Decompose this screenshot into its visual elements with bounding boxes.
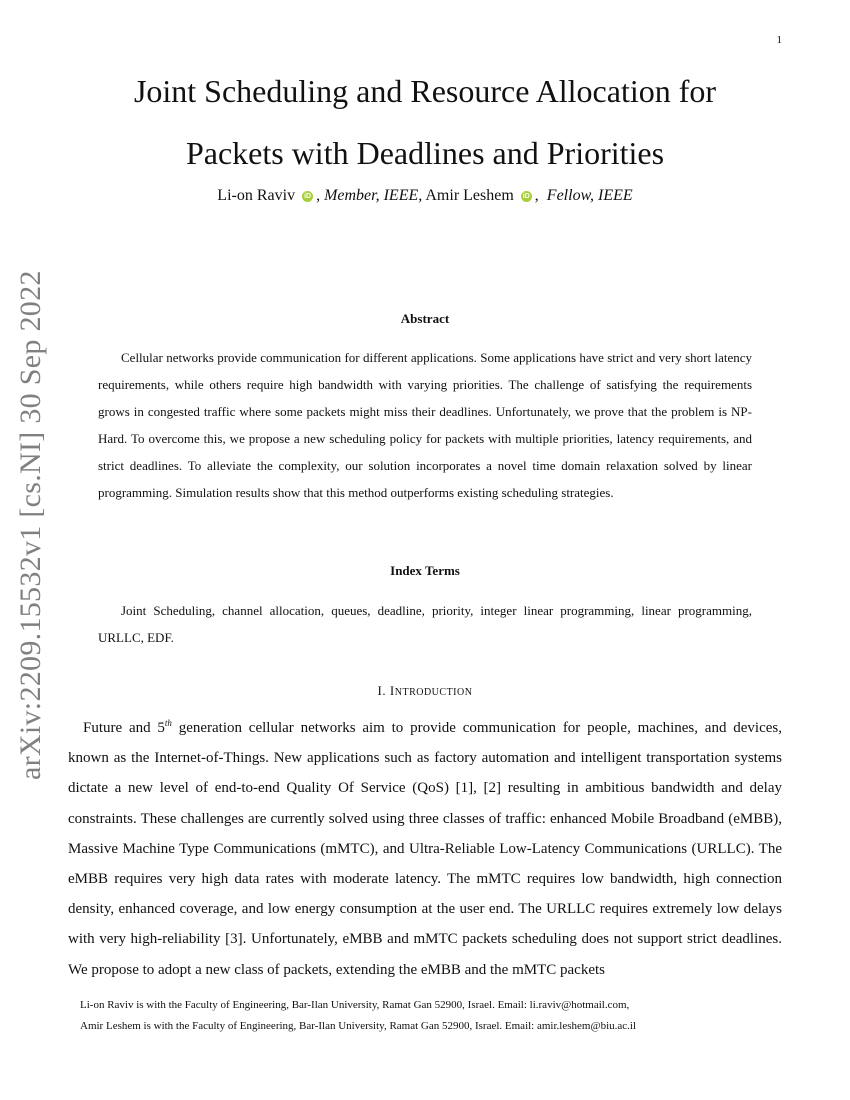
introduction-paragraph	[68, 713, 782, 985]
footnote-author-1: Li-on Raviv is with the Faculty of Engineering, Bar-Ilan University, Ramat Gan 52900, Israel. Email: li.raviv@hotmail.com,	[80, 999, 630, 1011]
intro-text-start: Future and 5	[83, 720, 165, 736]
author-footnotes	[80, 995, 780, 1037]
abstract-text: Cellular networks provide communication for different applications. Some applications have strict and very short latency requirements, while others require high bandwidth with varying priorities. The challenge of satisfying the requirements grows in congested traffic where some packets might miss their deadlines. Unfortunately, we prove that the problem is NP-Hard. To overcome this, we propose a new scheduling policy for packets with multiple priorities, latency requirements, and strict deadlines. To alleviate the complexity, our solution incorporates a novel time domain relaxation solved by linear programming. Simulation results show that this method outperforms existing scheduling strategies.	[98, 350, 752, 500]
author-2-name: Amir Leshem	[425, 187, 514, 204]
author-line: Li-on Raviv iD , Member, IEEE, Amir Leshem iD , Fellow, IEEE	[217, 187, 633, 204]
author-2-role: Fellow, IEEE	[546, 187, 633, 204]
author-1-name: Li-on Raviv	[217, 187, 296, 204]
arxiv-identifier-stamp: arXiv:2209.15532v1 [cs.NI] 30 Sep 2022	[14, 270, 47, 780]
paper-title	[0, 60, 850, 184]
orcid-icon[interactable]: iD	[304, 193, 312, 200]
paper-title-line-2: Packets with Deadlines and Priorities	[185, 135, 665, 171]
intro-text-rest: generation cellular networks aim to provide communication for people, machines, and devices, known as the Internet-of-Things. New applications such as factory automation and intelligent transportation systems dictate a new level of end-to-end Quality Of Service (QoS) [1], [2] resulting in ambitious bandwidth and delay constraints. These challenges are currently solved using three classes of traffic: enhanced Mobile Broadband (eMBB), Massive Machine Type Communications (mMTC), and Ultra-Reliable Low-Latency Communications (URLLC). The eMBB requires very high data rates with moderate latency. The mMTC requires low bandwidth, high connection density, enhanced coverage, and low energy consumption at the user end. The URLLC requires extremely low delays with very high-reliability [3]. Unfortunately, eMBB and mMTC packets scheduling does not support strict deadlines. We propose to adopt a new class of packets, extending the eMBB and the mMTC packets	[68, 720, 782, 978]
paper-title-line-1: Joint Scheduling and Resource Allocation for	[133, 73, 717, 109]
footnote-author-2: Amir Leshem is with the Faculty of Engineering, Bar-Ilan University, Ramat Gan 52900, Israel. Email: amir.leshem@biu.ac.il	[80, 1020, 637, 1032]
section-heading-introduction	[0, 683, 850, 699]
section-title-rest: NTRODUCTION	[394, 687, 473, 698]
intro-superscript: th	[164, 718, 172, 728]
section-number: I.	[377, 683, 387, 698]
index-terms-text: Joint Scheduling, channel allocation, queues, deadline, priority, integer linear programming, linear programming, URLLC, EDF.	[98, 603, 752, 645]
section-title-initial: I	[389, 683, 395, 698]
abstract-heading: Abstract	[400, 311, 450, 326]
author-1-role: Member, IEEE,	[324, 187, 423, 204]
orcid-icon[interactable]: iD	[522, 193, 530, 200]
page-number: 1	[776, 34, 782, 46]
index-terms-heading: Index Terms	[390, 563, 460, 578]
